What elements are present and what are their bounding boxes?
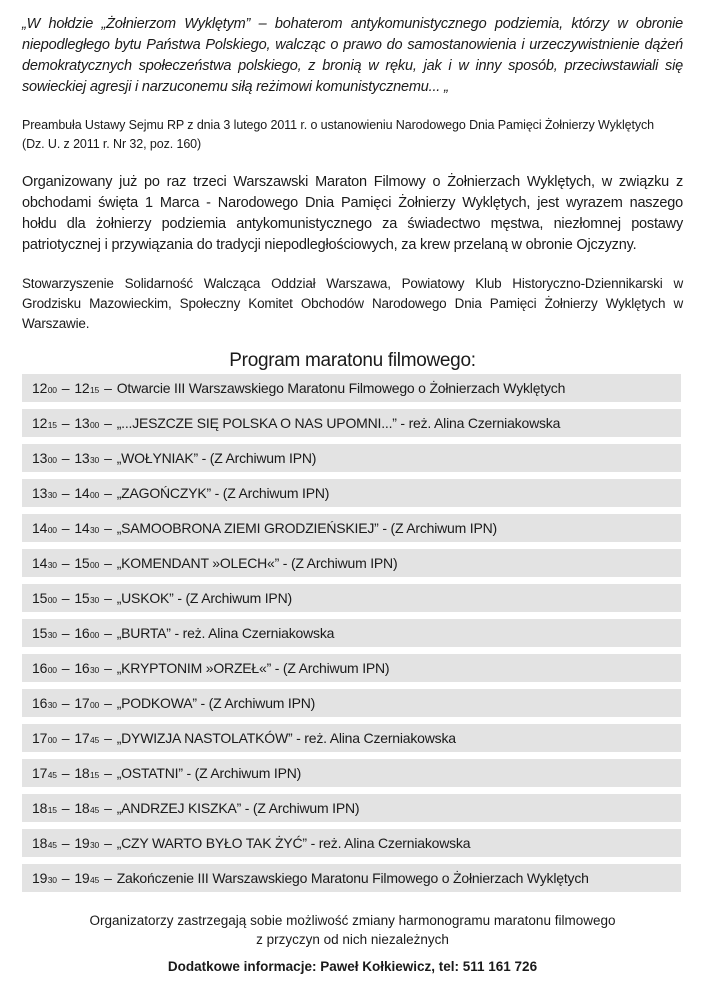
end-time: 14 30 [74, 520, 100, 536]
end-time: 17 45 [74, 730, 100, 746]
end-time: 13 30 [74, 450, 100, 466]
end-time-hour: 17 [74, 695, 90, 711]
title-separator: – [104, 520, 112, 536]
time-separator: – [61, 450, 70, 466]
start-time-hour: 17 [32, 730, 48, 746]
end-time-hour: 19 [74, 870, 90, 886]
end-time-hour: 14 [74, 485, 90, 501]
start-time: 12 00 [32, 380, 57, 396]
program-row [22, 374, 681, 402]
title-separator: – [104, 590, 112, 606]
start-time: 14 30 [32, 555, 57, 571]
title-separator: – [104, 835, 112, 851]
time-separator: – [61, 555, 70, 571]
end-time: 19 45 [74, 870, 100, 886]
program-row [22, 409, 681, 437]
title-separator: – [104, 380, 112, 396]
start-time: 16 30 [32, 695, 57, 711]
program-row [22, 689, 681, 717]
program-row [22, 514, 681, 542]
intro-paragraph: Organizowany już po raz trzeci Warszawski Maraton Filmowy o Żołnierzach Wyklętych, w związku z obchodami święta 1 Marca - Narodowego Dnia Pamięci Żołnierzy Wyklętych, jest wyrazem naszego hołdu dla żołnierzy podziemia antykomunistycznego za świadectwo męstwa, niezłomnej postawy patriotycznej i przywiązania do tradycji niepodległościowych, za krew przelaną w obronie Ojczyzny. [22, 174, 683, 253]
time-separator: – [61, 380, 70, 396]
start-time: 18 15 [32, 800, 57, 816]
program-title: Program maratonu filmowego: [229, 350, 476, 371]
title-separator: – [104, 730, 112, 746]
time-separator: – [61, 730, 70, 746]
program-row [22, 584, 681, 612]
start-time: 13 30 [32, 485, 57, 501]
title-separator: – [104, 485, 112, 501]
program-title-text: „CZY WARTO BYŁO TAK ŻYĆ” - reż. Alina Czerniakowska [116, 835, 471, 851]
quote-paragraph: „W hołdzie „Żołnierzom Wyklętym” – bohaterom antykomunistycznego podziemia, którzy w obronie niepodległego bytu Państwa Polskiego, walcząc o prawo do samostanowienia i urzeczywistnienie dążeń demokratycznych społeczeństwa polskiego, z bronią w ręku, jak i w inny sposób, przeciwstawiali się sowieckiej agresji i narzuconemu siłą reżimowi komunistycznemu... „ [22, 16, 683, 95]
footer [22, 911, 683, 976]
start-time-hour: 12 [32, 415, 48, 431]
program-row [22, 654, 681, 682]
title-separator: – [104, 765, 112, 781]
start-time-hour: 13 [32, 450, 48, 466]
document-header [22, 14, 683, 372]
title-separator: – [104, 415, 112, 431]
program-list [22, 374, 681, 899]
start-time: 14 00 [32, 520, 57, 536]
end-time: 13 00 [74, 415, 100, 431]
program-row [22, 724, 681, 752]
program-title-text: „KRYPTONIM »ORZEŁ«” - (Z Archiwum IPN) [116, 660, 390, 676]
end-time-hour: 19 [74, 835, 90, 851]
start-time-hour: 14 [32, 520, 48, 536]
time-separator: – [61, 485, 70, 501]
start-time-hour: 18 [32, 835, 48, 851]
end-time-hour: 18 [74, 800, 90, 816]
title-separator: – [104, 625, 112, 641]
end-time: 16 00 [74, 625, 100, 641]
preamble-line-1: Preambuła Ustawy Sejmu RP z dnia 3 lutego 2011 r. o ustanowieniu Narodowego Dnia Pamięci Żołnierzy Wyklętych [22, 118, 654, 132]
program-row [22, 829, 681, 857]
time-separator: – [61, 415, 70, 431]
end-time-hour: 16 [74, 660, 90, 676]
program-row [22, 794, 681, 822]
program-row [22, 444, 681, 472]
start-time-hour: 18 [32, 800, 48, 816]
time-separator: – [61, 660, 70, 676]
time-separator: – [61, 765, 70, 781]
program-row [22, 619, 681, 647]
title-separator: – [104, 870, 112, 886]
program-row [22, 864, 681, 892]
program-title-text: „WOŁYNIAK” - (Z Archiwum IPN) [116, 450, 317, 466]
program-title-text: „DYWIZJA NASTOLATKÓW” - reż. Alina Czerniakowska [116, 730, 456, 746]
program-row [22, 759, 681, 787]
start-time: 17 00 [32, 730, 57, 746]
preamble-citation [22, 116, 683, 154]
time-separator: – [61, 520, 70, 536]
start-time: 13 00 [32, 450, 57, 466]
title-separator: – [104, 695, 112, 711]
title-separator: – [104, 450, 112, 466]
end-time-hour: 15 [74, 590, 90, 606]
program-title-text: „USKOK” - (Z Archiwum IPN) [116, 590, 292, 606]
time-separator: – [61, 695, 70, 711]
start-time-hour: 15 [32, 625, 48, 641]
end-time-hour: 14 [74, 520, 90, 536]
end-time-hour: 17 [74, 730, 90, 746]
start-time: 15 30 [32, 625, 57, 641]
time-separator: – [61, 835, 70, 851]
start-time: 15 00 [32, 590, 57, 606]
start-time-hour: 16 [32, 660, 48, 676]
start-time-hour: 16 [32, 695, 48, 711]
preamble-line-2: (Dz. U. z 2011 r. Nr 32, poz. 160) [22, 137, 202, 151]
start-time: 19 30 [32, 870, 57, 886]
end-time-hour: 13 [74, 415, 90, 431]
end-time: 12 15 [74, 380, 100, 396]
title-separator: – [104, 800, 112, 816]
program-title-text: „ZAGOŃCZYK” - (Z Archiwum IPN) [116, 485, 330, 501]
end-time: 18 15 [74, 765, 100, 781]
time-separator: – [61, 800, 70, 816]
time-separator: – [61, 625, 70, 641]
end-time: 14 00 [74, 485, 100, 501]
program-row [22, 479, 681, 507]
start-time-hour: 13 [32, 485, 48, 501]
start-time: 18 45 [32, 835, 57, 851]
start-time: 17 45 [32, 765, 57, 781]
start-time-hour: 14 [32, 555, 48, 571]
contact-info: Dodatkowe informacje: Paweł Kołkiewicz, tel: 511 161 726 [167, 959, 538, 974]
program-row [22, 549, 681, 577]
title-separator: – [104, 660, 112, 676]
footer-note-line-1: Organizatorzy zastrzegają sobie możliwość zmiany harmonogramu maratonu filmowego [89, 913, 616, 928]
end-time: 17 00 [74, 695, 100, 711]
end-time: 16 30 [74, 660, 100, 676]
time-separator: – [61, 590, 70, 606]
program-title-text: „ANDRZEJ KISZKA” - (Z Archiwum IPN) [116, 800, 360, 816]
program-title-text: „...JESZCZE SIĘ POLSKA O NAS UPOMNI...” - reż. Alina Czerniakowska [116, 415, 561, 431]
end-time-hour: 16 [74, 625, 90, 641]
end-time-hour: 12 [74, 380, 90, 396]
program-title-text: „KOMENDANT »OLECH«” - (Z Archiwum IPN) [116, 555, 398, 571]
title-separator: – [104, 555, 112, 571]
start-time-hour: 12 [32, 380, 48, 396]
program-title-text: „BURTA” - reż. Alina Czerniakowska [116, 625, 335, 641]
end-time-hour: 15 [74, 555, 90, 571]
start-time-hour: 15 [32, 590, 48, 606]
start-time: 12 15 [32, 415, 57, 431]
start-time-hour: 19 [32, 870, 48, 886]
program-title-text: Otwarcie III Warszawskiego Maratonu Filmowego o Żołnierzach Wyklętych [116, 380, 566, 396]
program-title-text: „SAMOOBRONA ZIEMI GRODZIEŃSKIEJ” - (Z Archiwum IPN) [116, 520, 497, 536]
end-time: 15 00 [74, 555, 100, 571]
end-time: 18 45 [74, 800, 100, 816]
end-time: 15 30 [74, 590, 100, 606]
end-time-hour: 13 [74, 450, 90, 466]
program-title-text: Zakończenie III Warszawskiego Maratonu Filmowego o Żołnierzach Wyklętych [116, 870, 589, 886]
time-separator: – [61, 870, 70, 886]
program-title-text: „PODKOWA” - (Z Archiwum IPN) [116, 695, 316, 711]
start-time: 16 00 [32, 660, 57, 676]
footer-note-line-2: z przyczyn od nich niezależnych [256, 932, 449, 947]
end-time-hour: 18 [74, 765, 90, 781]
organizers-paragraph: Stowarzyszenie Solidarność Walcząca Oddział Warszawa, Powiatowy Klub Historyczno-Dziennikarski w Grodzisku Mazowieckim, Społeczny Komitet Obchodów Narodowego Dnia Pamięci Żołnierzy Wyklętych w Warszawie. [22, 276, 683, 331]
start-time-hour: 17 [32, 765, 48, 781]
end-time: 19 30 [74, 835, 100, 851]
program-title-text: „OSTATNI” - (Z Archiwum IPN) [116, 765, 302, 781]
